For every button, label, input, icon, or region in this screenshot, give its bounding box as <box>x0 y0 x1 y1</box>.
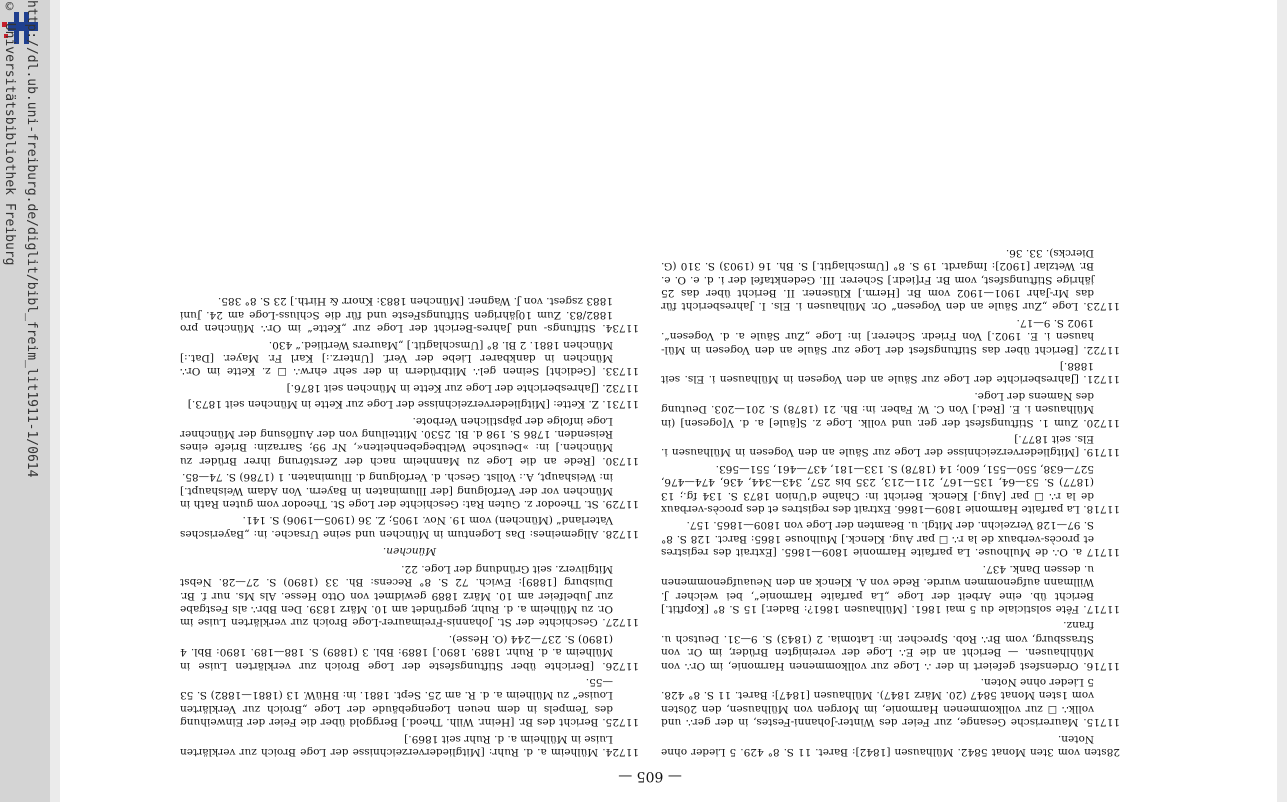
watermark-copyright: © Universitätsbibliothek Freiburg <box>2 0 17 266</box>
bibliography-entry: 11727. Geschichte der St. Johannis-Freimaurer-Loge Broich zur verklärten Luise im Or. zu Mülheim a. d. Ruhr, gegründet am 10. März 1839. Den Bbr∴ als Festgabe zur Jubelfeier am 10. März 1889 gewidmet von Otto Hesse. Als Ms. nur f. Br. Duisburg [1889]: Ewich. 72 S. 8° Recens: Bh. 33 (1890) S. 27—28. Nebst Mitgliverz. seit Gründung der Loge. 22. <box>180 562 639 629</box>
bibliography-entry: 11715. Maurerische Gesange, zur Feier des Winter-Johanni-Festes, in der ger∴ und vollk∴ ☐ zur vollkommenen Harmonie, im Morgen von Mülhausen, den 20sten vom 1sten Monat 5847 (20. März 1847). Mülhausen [1847]: Baret. 11 S. 8° 428. 5 Lieder ohne Noten. <box>661 675 1120 729</box>
left-gutter <box>50 0 60 802</box>
bibliography-entry: 11721. [Jahresberichte der Loge zur Säule an den Vogesen in Mülhausen i. Els. seit 1888.] <box>661 360 1120 386</box>
bibliography-entry: 11728. Allgemeines: Das Logentum in München und seine Ursache. in: „Bayerisches Vaterland“ (München) vom 19. Nov. 1905; Z. 36 (1905—1906) S. 141. <box>180 514 639 540</box>
bibliography-entry: 28sten vom 3ten Monat 5842. Mülhausen [1842]: Baret. 11 S. 8° 429. 5 Lieder ohne Noten. <box>661 732 1120 758</box>
bibliography-entry: 11724. Mülheim a. d. Ruhr: [Mitgliederverzeichnisse der Loge Broich zur verklärten Luise in Mülheim a. d. Ruhr seit 1869.] <box>180 732 639 758</box>
bibliography-entry: 11730. [Rede an die Loge zu Mannheim nach der Zerstörung ihrer Brüder zu München.] in: »Deutsche Weltbegebenheiten«, Nr 99; Sarrazin: Briefe eines Reisenden. 1786 S. 198 d. Bl. 2530. Mitteilung von der Auflösung der Münchner Loge infolge der päpstlichen Verbote. <box>180 414 639 467</box>
bibliography-entry: 11717. Fête solsticiale du 5 mai 1861. [Mülhausen 1861?: Bader.] 15 S. 8° [Kopftit.] Bericht üb. eine Arbeit der Loge „La parfaite Harmonie“, bei welcher J. Willmann aufgenommen wurde. Rede von A. Klenck an den Neuaufgenommenen u. dessen Dank. 437. <box>661 562 1120 615</box>
bibliography-entry: 11718. La parfaite Harmonie 1809—1866. Extrait des registres et des procès-verbaux de la r∴ ☐ par [Aug.] Klenck. Bericht in: Chaîne d'Union 1873 S. 134 fg.; 13 (1877) S. 53—64, 135—167, 211—213, 235 bis 257, 343—344, 436, 474—476, 527—638, 550—551, 600; 14 (1878) S. 133—181, 437—461, 551—563. <box>661 462 1120 516</box>
section-heading: München. <box>382 545 437 558</box>
bibliography-entry: 11733. [Gedicht] Seinen gel∴ Mitbrüdern in der sehr ehrw∴ ☐ z. Kette im Or∴ München in dankbarer Liebe der Verf. [Unterz.:] Karl Fr. Mayer. [Dat.:] München 1881. 2 Bl. 8° [Umschlagtit.] „Maurers Wertlied.“ 430. <box>180 338 639 378</box>
bibliography-entry: 11720. Zum 1. Stiftungsfest der ger. und vollk. Loge z. S[äule] a. d. V[ogesen] (in Mülhausen i. E. [Red.] Von C. W. Faber. in: Bh. 21 (1878) S. 201—203. Deutung des Namens der Loge. <box>661 389 1120 429</box>
bibliography-entry: 11732. [Jahresberichte der Loge zur Kette in München seit 1876.] <box>286 381 639 394</box>
bibliography-entry: 11725. Bericht des Br. [Heinr. Wilh. Theod.] Berggold über die Feier der Einweihung des Tempels in dem neuen Logengebäude der Loge „Broich zur Verklärten Louise“ zu Mülheim a. d. R. am 25. Sept. 1881. in: BHüW. 13 (1881—1882) S. 53—55. <box>180 675 639 729</box>
left-column <box>661 242 1120 758</box>
bibliography-entry: 11729. St. Theodor z. Guten Rat: Geschichte der Loge St. Theodor vom guten Rath in München vor der Verfolgung [der Illuminaten in Bayern. Von Adam Weishaupt.] in: Weishaupt, A.: Vollst. Gesch. d. Verfolgung d. Illuminaten. 1 (1786) S. 74—85. <box>180 471 639 511</box>
bibliography-entry: 11716. Ordensfest gefeiert in der ∴ Loge zur vollkommenen Harmonie, im Or∴ von Mühlhausen. — Bericht an die E∴ Loge der vereinigten Brüder, im Or. von Strassburg, vom Br∴ Rob. Sprecher. in: Latomia. 2 (1843) S. 9—31. Deutsch u. franz. <box>661 619 1120 672</box>
watermark-url: http://dl.ub.uni-freiburg.de/diglit/bibl_freim_lit1911-1/0614 <box>24 0 39 478</box>
bibliography-entry: 11723. Loge „Zur Säule an den Vogesen“ Or. Mülhausen i. Els. I. Jahresbericht für das Mr-Jahr 1901—1902 vom Br. [Herm.] Klüsener. II. Bericht über das 25 jährige Stiftungsfest, vom Br. Fr[iedr.] Scherer. III. Gedenktafel der i. d. e. O. e. Br. Wetzlar [1902]: Imgardt. 19 S. 8° [Umschlagtit.] S. Bh. 16 (1903) S. 310 (G. Diercks). 33. 36. <box>661 246 1120 313</box>
scanned-page <box>180 20 1120 790</box>
bibliography-entry: 11719. [Mitgliederverzeichnisse der Loge zur Säule an den Vogesen in Mülhausen i. Els. seit 1877.] <box>661 433 1120 459</box>
page-header: — 605 — <box>618 768 682 784</box>
bibliography-entry: 11722. [Bericht über das Stiftungsfest der Loge zur Säule an den Vogesen in Mülhausen i. E. 1902.] Von Friedr. Scherer.] in: Loge „Zur Säule a. d. Vogesen“. 1902 S. 9—17. <box>661 316 1120 356</box>
right-edge <box>1277 0 1287 802</box>
bibliography-entry: 11717 a. O∴ de Mulhouse. La parfaite Harmonie 1809—1865. [Extrait des registres et procès-verbaux de la r∴ ☐ par Aug. Klenck.] Mulhouse 1865: Barct. 128 S. 8° S. 97—128 Verzeichn. der Mitgl. u. Beamten der Loge von 1809—1865. 157. <box>661 519 1120 559</box>
bibliography-entry: 11731. Z. Kette: [Mitgliederverzeichnisse der Loge zur Kette in München seit 1873.] <box>187 398 639 411</box>
bibliography-entry: 11726. [Berichte über Stiftungsfeste der Loge Broich zur verklärten Luise in Mülheim a. d. Ruhr. 1889. 1890.] 1889: Bbl. 3 (1889) S. 188—189. 1890: Bbl. 4 (1890) S. 237—244 (O. Hesse). <box>180 632 639 672</box>
bibliography-entry: 11734. Stiftungs- und Jahres-Bericht der Loge zur „Kette“ im Or∴ München pro 1882/83. Zum 10jährigen StiftungsFeste und für die Schluss-Loge am 24. Juni 1883 zsgest. von J. Wagner. [München 1883: Knorr & Hirth.] 23 S. 8° 385. <box>180 295 639 335</box>
right-column <box>180 242 639 758</box>
